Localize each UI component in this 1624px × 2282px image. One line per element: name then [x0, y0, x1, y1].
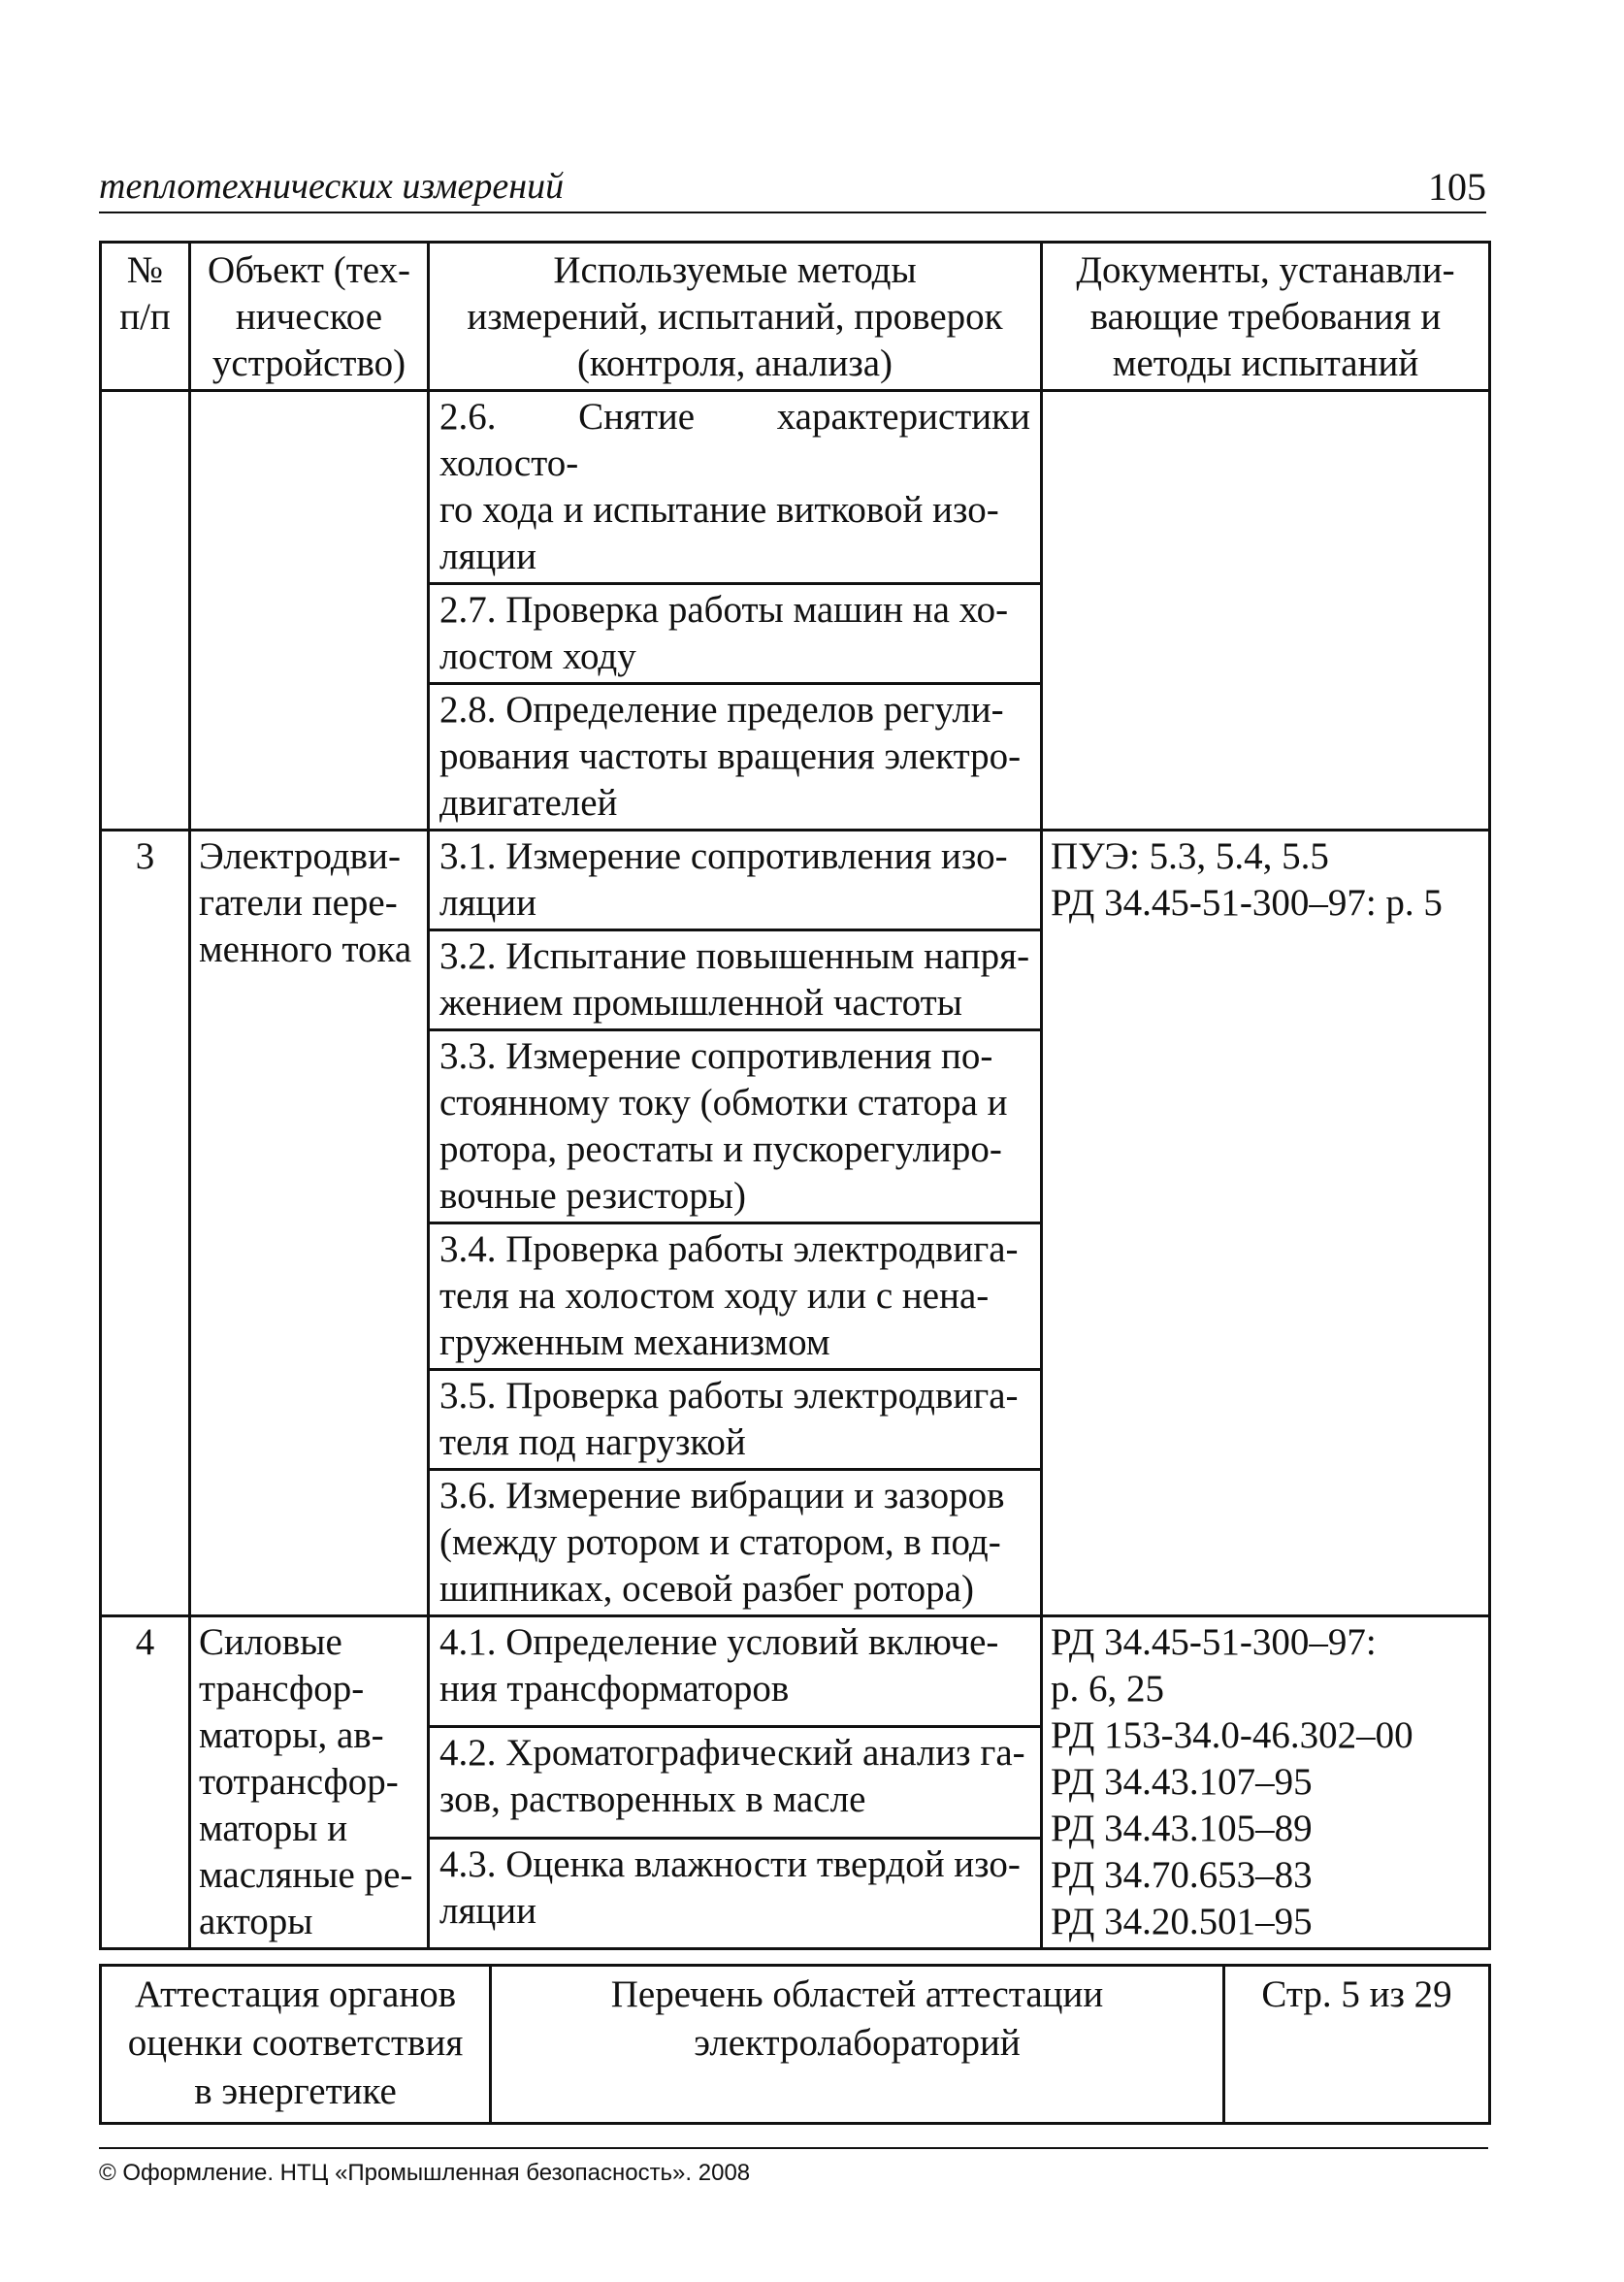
- document-ref: РД 34.20.501–95: [1051, 1901, 1313, 1942]
- object-cell-empty: [190, 391, 429, 831]
- stamp-page-of: Стр. 5 из 29: [1224, 1966, 1490, 2124]
- running-header: [99, 163, 1486, 213]
- document-ref: ПУЭ: 5.3, 5.4, 5.5: [1051, 835, 1329, 877]
- table-header-row: [101, 243, 1490, 391]
- methods-table: [99, 241, 1491, 1950]
- header-no: № п/п: [101, 243, 190, 391]
- table-row: [101, 831, 1490, 930]
- copyright-notice: © Оформление. НТЦ «Промышленная безопасность». 2008: [99, 2160, 751, 2186]
- documents-cell: [1042, 1616, 1490, 1949]
- document-ref: РД 153-34.0-46.302–00: [1051, 1714, 1413, 1756]
- header-methods: Используемые методы измерений, испытаний, проверок (контроля, анализа): [429, 243, 1042, 391]
- page-number: 105: [1428, 165, 1486, 209]
- document-ref: РД 34.70.653–83: [1051, 1854, 1313, 1896]
- document-ref: РД 34.43.107–95: [1051, 1761, 1313, 1803]
- document-ref: РД 34.45-51-300–97:: [1051, 1621, 1377, 1663]
- method-cell: 3.6. Измерение вибрации и зазоров (между ротором и статором, в под- шипниках, осевой разбег ротора): [429, 1470, 1042, 1616]
- stamp-row: [101, 1966, 1490, 2124]
- method-cell: 3.1. Измерение сопротивления изо- ляции: [429, 831, 1042, 930]
- document-ref: РД 34.43.105–89: [1051, 1808, 1313, 1849]
- method-cell: 2.8. Определение пределов регули- рования частоты вращения электро- двигателей: [429, 684, 1042, 831]
- method-cell: 3.5. Проверка работы электродвига- теля под нагрузкой: [429, 1370, 1042, 1470]
- documents-cell-empty: [1042, 391, 1490, 831]
- stamp-organization: Аттестация органов оценки соответствия в энергетике: [101, 1966, 491, 2124]
- stamp-document-title: Перечень областей аттестации электролабораторий: [491, 1966, 1224, 2124]
- no-cell-empty: [101, 391, 190, 831]
- header-documents: Документы, устанавли- вающие требования и методы испытаний: [1042, 243, 1490, 391]
- row-number: 4: [101, 1616, 190, 1949]
- object-cell: Электродви- гатели пере- менного тока: [190, 831, 429, 1616]
- table-row: [101, 391, 1490, 584]
- method-cell: 3.2. Испытание повышенным напря- жением промышленной частоты: [429, 930, 1042, 1030]
- object-cell: Силовые трансфор- маторы, ав- тотрансфор- маторы и масляные ре- акторы: [190, 1616, 429, 1949]
- stamp-table: [99, 1964, 1491, 2125]
- row-number: 3: [101, 831, 190, 1616]
- method-cell: 4.3. Оценка влажности твердой изо- ляции: [429, 1838, 1042, 1948]
- method-cell: 2.7. Проверка работы машин на хо- лостом ходу: [429, 584, 1042, 684]
- method-cell: 4.1. Определение условий включе- ния трансформаторов: [429, 1616, 1042, 1727]
- table-row: [101, 1616, 1490, 1727]
- documents-cell: [1042, 831, 1490, 1616]
- method-cell: 3.3. Измерение сопротивления по- стоянному току (обмотки статора и ротора, реостаты и пускорегулиро- вочные резисторы): [429, 1030, 1042, 1223]
- header-object: Объект (тех- ническое устройство): [190, 243, 429, 391]
- document-ref: РД 34.45-51-300–97: р. 5: [1051, 882, 1443, 924]
- running-title: теплотехнических измерений: [99, 166, 565, 207]
- method-cell: 3.4. Проверка работы электродвига- теля на холостом ходу или с нена- груженным механизмом: [429, 1223, 1042, 1370]
- method-cell: 2.6. Снятие характеристики холосто- го хода и испытание витковой изо- ляции: [429, 391, 1042, 584]
- method-cell: 4.2. Хроматографический анализ га- зов, растворенных в масле: [429, 1727, 1042, 1838]
- document-ref: р. 6, 25: [1051, 1668, 1164, 1710]
- footer-divider: [99, 2147, 1488, 2149]
